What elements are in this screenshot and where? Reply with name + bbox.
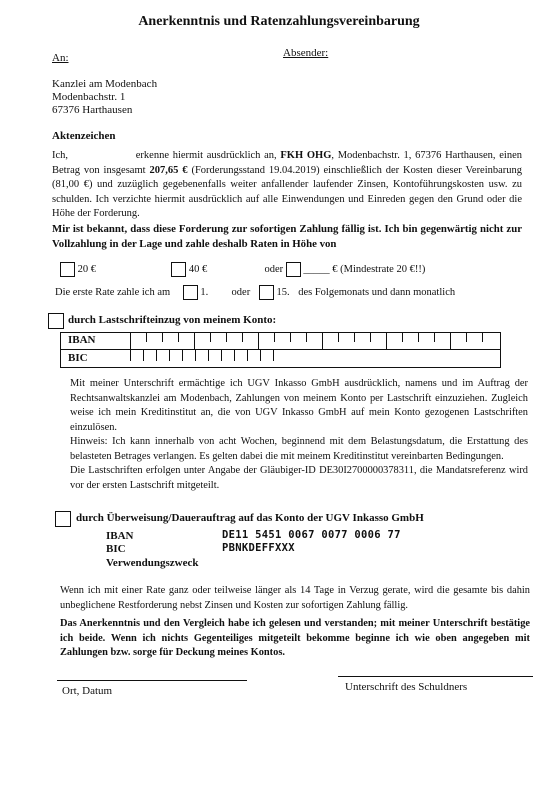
signature-label: Unterschrift des Schuldners	[345, 681, 468, 693]
bic-cell-divider	[169, 349, 170, 361]
iban-cell-divider	[418, 332, 419, 342]
iban-cell-divider	[402, 332, 403, 342]
rate-options: 20 € 40 € oder _____ € (Mindestrate 20 €!!)	[60, 262, 530, 277]
creditor-name: FKH OHG	[280, 150, 332, 161]
transfer-iban-label: IBAN	[106, 530, 134, 542]
recipient-name: Kanzlei am Modenbach	[52, 78, 158, 90]
bic-cell-divider	[208, 349, 209, 361]
sepa-bic-cells[interactable]	[130, 349, 280, 367]
sepa-checkbox[interactable]	[48, 313, 64, 329]
iban-cell-divider	[386, 332, 387, 349]
iban-cell-divider	[354, 332, 355, 342]
transfer-bic-value: PBNKDEFFXXX	[222, 542, 295, 554]
first-day-1-checkbox[interactable]	[183, 285, 198, 300]
bic-cell-divider	[156, 349, 157, 361]
aktenzeichen-label: Aktenzeichen	[52, 130, 116, 142]
bic-cell-divider	[234, 349, 235, 361]
place-date-line	[57, 680, 247, 681]
sepa-bic-label: BIC	[68, 352, 88, 364]
iban-cell-divider	[434, 332, 435, 342]
iban-cell-divider	[274, 332, 275, 342]
first-day-15-checkbox[interactable]	[259, 285, 274, 300]
iban-cell-divider	[242, 332, 243, 342]
bic-cell-divider	[130, 349, 131, 361]
iban-cell-divider	[306, 332, 307, 342]
iban-cell-divider	[482, 332, 483, 342]
document-title: Anerkenntnis und Ratenzahlungsvereinbarung	[138, 14, 420, 29]
an-label: An:	[52, 52, 69, 64]
absender-label: Absender:	[283, 47, 329, 59]
bic-cell-divider	[260, 349, 261, 361]
total-amount: 207,65 €	[149, 164, 188, 176]
iban-cell-divider	[370, 332, 371, 342]
transfer-reference-label: Verwendungszweck	[106, 557, 199, 569]
iban-cell-divider	[322, 332, 323, 349]
bic-cell-divider	[182, 349, 183, 361]
transfer-iban-value: DE11 5451 0067 0077 0006 77	[222, 529, 401, 541]
sepa-bank-grid	[60, 332, 500, 368]
iban-cell-divider	[162, 332, 163, 342]
sepa-iban-label: IBAN	[68, 334, 96, 346]
iban-cell-divider	[226, 332, 227, 342]
rate-custom-checkbox[interactable]	[286, 262, 301, 277]
bic-cell-divider	[143, 349, 144, 361]
iban-cell-divider	[258, 332, 259, 349]
signature-line	[338, 676, 533, 677]
iban-cell-divider	[338, 332, 339, 342]
iban-cell-divider	[210, 332, 211, 342]
sepa-text: Mit meiner Unterschrift ermächtige ich UGV Inkasso GmbH ausdrücklich, namens und im Auftrag der Rechtsanwaltskanzlei am Modenbach, Zahlungen von meinem Konto per Lastschrift einzuziehen. Zugleich weise ich mein Kreditinstitut an, die von UGV Inkasso GmbH auf mein Konto gezogenen Lastschriften einzulösen. Hinweis: Ich kann innerhalb von acht Wochen, beginnend mit dem Belastungsdatum, die Erstattung des belasteten Betrages verlangen. Es gelten dabei die mit meinem Kreditinstitut vereinbarten Bedingungen. Die Lastschriften erfolgen unter Angabe der Gläubiger-ID DE30I2700000378311, die Mandatsreferenz wird vor der ersten Lastschrift mitgeteilt.	[70, 378, 528, 491]
recipient-street: Modenbachstr. 1	[52, 91, 126, 103]
notice-paragraph: Mir ist bekannt, dass diese Forderung zur sofortigen Zahlung fällig ist. Ich bin gegenwärtig nicht zur Vollzahlung in der Lage und zahle deshalb Raten in Höhe von	[52, 223, 522, 250]
first-rate-row: Die erste Rate zahle ich am 1. oder 15. des Folgemonats und dann monatlich	[55, 285, 535, 300]
iban-cell-divider	[146, 332, 147, 342]
iban-cell-divider	[130, 332, 131, 349]
iban-cell-divider	[178, 332, 179, 342]
bic-cell-divider	[247, 349, 248, 361]
bic-cell-divider	[273, 349, 274, 361]
transfer-checkbox[interactable]	[55, 511, 71, 527]
iban-cell-divider	[450, 332, 451, 349]
bic-cell-divider	[195, 349, 196, 361]
iban-cell-divider	[194, 332, 195, 349]
rate-40-checkbox[interactable]	[171, 262, 186, 277]
intro-paragraph: Ich, erkenne hiermit ausdrücklich an, FKH OHG, Modenbachstr. 1, 67376 Harthausen, einen Betrag von insgesamt 207,65 € (Forderungsstand 19.04.2019) einschließlich der Kosten dieser Vereinbarung (81,00 €) und zuzüglich gegebenenfalls weiter anfallender laufender Zinsen, Kontoführungskosten usw. zu schulden. Ich verzichte hiermit ausdrücklich auf alle Einwendungen und Einreden gegen den Grund oder die Höhe der Forderung.	[52, 150, 523, 219]
transfer-heading: durch Überweisung/Dauerauftrag auf das Konto der UGV Inkasso GmbH	[76, 512, 424, 524]
rate-20-checkbox[interactable]	[60, 262, 75, 277]
sepa-heading: durch Lastschrifteinzug von meinem Konto:	[68, 314, 277, 326]
transfer-bic-label: BIC	[106, 543, 126, 555]
iban-cell-divider	[290, 332, 291, 342]
place-date-label: Ort, Datum	[62, 685, 113, 697]
sepa-iban-cells[interactable]	[130, 332, 500, 349]
delay-paragraph: Wenn ich mit einer Rate ganz oder teilweise länger als 14 Tage in Verzug gerate, wird die gesamte bis dahin unbeglichene Restforderung nebst Zinsen und Kosten zur sofortigen Zahlung fällig.	[60, 585, 530, 611]
iban-cell-divider	[466, 332, 467, 342]
rate-custom-field[interactable]: _____	[303, 263, 330, 275]
recipient-city: 67376 Harthausen	[52, 104, 133, 116]
bic-cell-divider	[221, 349, 222, 361]
confirmation-paragraph: Das Anerkenntnis und den Vergleich habe ich gelesen und verstanden; mit meiner Unterschrift bestätige ich beide. Wenn ich nichts Gegenteiliges mitgeteilt bekomme beginne ich wie oben angegeben mit Zahlungen bzw. sorge für Deckung meines Kontos.	[60, 618, 530, 658]
recipient-address	[52, 78, 157, 117]
